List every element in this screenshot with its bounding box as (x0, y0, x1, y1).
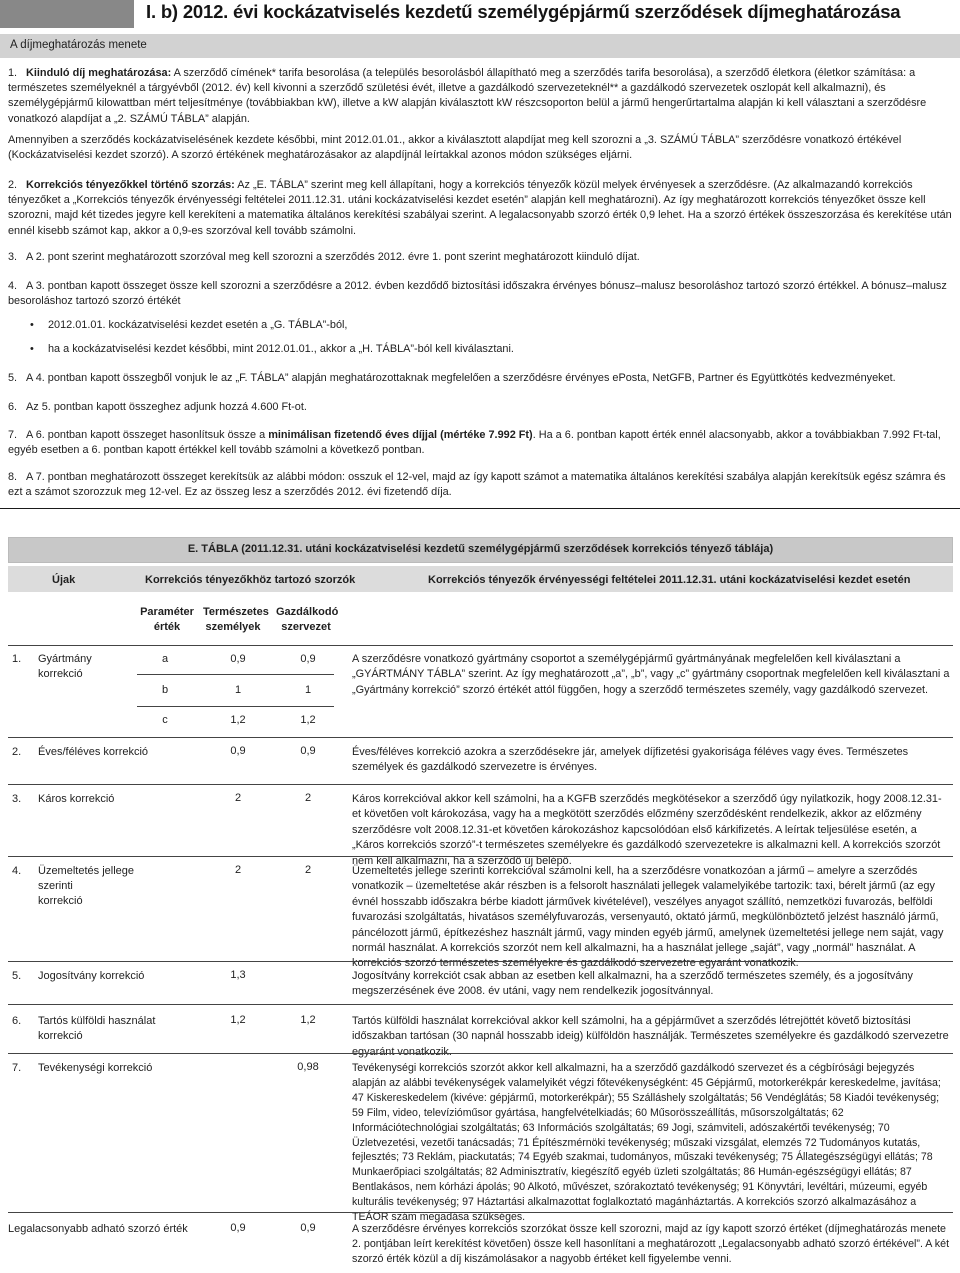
step-text: A 2. pont szerint meghatározott szorzóval meg kell szorozni a szerződés 2012. évre 1. pont szerint meghatározott kiinduló díjat. (26, 251, 640, 263)
row-divider (8, 645, 953, 646)
step-heading: Kiinduló díj meghatározása: (26, 67, 172, 79)
company-value: 0,9 (300, 1222, 316, 1234)
table-title: E. TÁBLA (2011.12.31. utáni kockázatviselési kezdetű személygépjármű szerződések korrekciós tényező táblája) (187, 543, 774, 555)
natural-value: 0,9 (230, 1222, 246, 1234)
step-5 (8, 371, 953, 386)
col-header-conditions: Korrekciós tényezők érvényességi feltételei 2011.12.31. utáni kockázatviselési kezdet esetén (428, 574, 911, 586)
step-3 (8, 250, 953, 265)
header-accent-block (0, 0, 134, 28)
row-description: Üzemeltetés jellege szerinti korrekcióval számolni kell, ha a szerződésre vonatkozóan a jármű – amelyre a szerződés vonatkozik – üzemeltetése akár részben is a felsorolt használati jellegek valamelyikébe tartozik: taxi, bérelt jármű (az egy évnél hosszabb időszakra bérbe kiadott járművek kivételével), veszélyes anyagot szállító, nemzetközi fuvarozás, belföldi fuvarozási szolgáltatás, hivatásos személyfuvarozás, versenyautó, oktató jármű, megkülönböztető jelzést használó jármű, páncélozott jármű, építkezéshez használt jármű, vagy minden egyéb jármű, amelynek üzemeltetési jellege nem saját, vagy normál használat. A korrekciós szorzót nem kell alkalmazni, ha a használat jellege „saját”, vagy „normál” használat. A korrekciós szorzó természetes személyekre és gazdálkodó szervezetre egyaránt vonatkozik. (352, 865, 944, 970)
natural-value: 1,2 (230, 714, 246, 726)
row-divider (8, 784, 953, 785)
row-description: Jogosítvány korrekciót csak abban az esetben kell alkalmazni, ha a szerződő természetes személy, és a jogosítvány megszerzésének éve 2008. év utáni, vagy nem rendelkezik jogosítvánnyal. (352, 970, 913, 998)
step-heading: Korrekciós tényezőkkel történő szorzás: (26, 179, 235, 191)
step-number: 6. (8, 401, 18, 413)
step-4 (8, 279, 953, 309)
sub-row-divider (137, 706, 334, 707)
step-number: 8. (8, 471, 18, 483)
company-value: 2 (304, 792, 312, 804)
natural-value: 2 (234, 864, 242, 876)
row-label: Tartós külföldi használat korrekció (38, 1015, 156, 1042)
bullet-icon: • (30, 343, 34, 355)
row-description: A szerződésre érvényes korrekciós szorzókat össze kell szorozni, majd az így kapott szorzó értéket (díjmeghatározás menete 2. pontjában leírt kerekítést követően) össze kell hasonlítani a meghatározott „Legalacsonyabb adható szorzó értékével”. A két szorzó érték közül a díj kiszámolásakor a nagyobb értéket kell figyelembe venni. (352, 1223, 950, 1265)
table-row: 7. (12, 1062, 22, 1074)
sub-row-divider (137, 674, 334, 675)
step-text: Az 5. pontban kapott összeghez adjunk hozzá 4.600 Ft-ot. (26, 401, 307, 413)
step-6 (8, 400, 953, 415)
company-value: 0,9 (300, 653, 316, 665)
section-divider (0, 508, 960, 509)
natural-value: 1 (234, 684, 242, 696)
bullet-icon: • (30, 319, 34, 331)
row-label: Éves/féléves korrekció (38, 746, 149, 758)
step-number: 4. (8, 280, 18, 292)
step-number: 7. (8, 429, 18, 441)
table-row: 1. (12, 653, 22, 665)
table-row: 5. (12, 970, 22, 982)
company-value: 0,9 (300, 745, 316, 757)
row-label: Gyártmány korrekció (38, 653, 92, 680)
row-label: Üzemeltetés jellege szerinti korrekció (38, 865, 134, 907)
step-number: 2. (8, 179, 18, 191)
table-row: 2. (12, 746, 22, 758)
step-text: A 7. pontban meghatározott összeget kerekítsük az alábbi módon: osszuk el 12-vel, majd az így kapott számot a matematika általános kerekítési szabálya alapján kerekítsük egész számra és ezt a számot szorozzuk meg 12-vel. Ez az összeg lesz a szerződés 2012. évi fizetendő díja. (8, 471, 946, 499)
row-description: Káros korrekcióval akkor kell számolni, ha a KGFB szerződés megkötésekor a szerződő úgy nyilatkozik, hogy 2008.12.31-et követően volt károkozása, vagy ha a megkötött szerződés előzmény szerződésként rendelkezik, akkor az előzmény szerződésre volt 2008.12.31-et követően károkozáshoz kapcsolódóan első kárkifizetés. A leírtak teljesülése esetén, a „Káros korrekciós szorzó”-t természetes személyekre és gazdálkodó szervezetekre is alkalmazni kell. A korrekciós szorzót nem kell alkalmazni, ha a szerződő új belépő. (352, 793, 942, 867)
row-description: Éves/féléves korrekció azokra a szerződésekre jár, amelyek díjfizetési gyakorisága féléves vagy éves. Természetes személyek és gazdálkodó szervezetre is érvényes. (352, 746, 909, 774)
page-title: I. b) 2012. évi kockázatviselés kezdetű személygépjármű szerződések díjmeghatározása (146, 1, 901, 22)
step-text: A szerződő címének* tarifa besorolása (a település besorolásból állapítható meg a szerződés tarifa besorolása), a szerződő életkora (életkor számítása: a természetes személyeknél a tárgyévből (2012. év) kell kivonni a szerződő születési évét, illetve a gazdálkodó szervezeteknél** a gazdálkodó szervezetek oszlopát kell alkalmazni), és személygépjármű kilowattban mért teljesítménye (továbbiakban kW), illetve a kW alapján kiválasztott kW részcsoporton belül a jármű hengerűrtartalma alapján ki kell választani a szerződésre vonatkozó alapdíjat a „2. SZÁMÚ TÁBLA” alapján. (8, 67, 927, 125)
step-8 (8, 470, 953, 500)
step-number: 5. (8, 372, 18, 384)
param-value: b (161, 684, 169, 696)
row-divider (8, 961, 953, 962)
table-row: 6. (12, 1015, 22, 1027)
step-text: A 4. pontban kapott összegből vonjuk le az „F. TÁBLA” alapján meghatározottaknak megfelelően a szerződésre érvényes ePosta, NetGFB, Partner és Együttkötés kedvezményeket. (26, 372, 896, 384)
row-label: Tevékenységi korrekció (38, 1062, 153, 1074)
natural-value: 2 (234, 792, 242, 804)
row-description: A szerződésre vonatkozó gyártmány csoportot a személygépjármű gyártmányának megfelelően kell kiválasztani a „GYÁRTMÁNY TÁBLA” szerint. Az így meghatározott „a”, „b”, vagy „c” gyártmány csoportnak megfelelően kell kiválasztani a „Gyártmány korrekció” szorzó értékét attól függően, hogy a szerződő természetes személy, vagy gazdálkodó szervezet. (352, 653, 950, 696)
row-divider (8, 1004, 953, 1005)
table-row: 4. (12, 865, 22, 877)
param-value: c (162, 714, 168, 726)
step-number: 1. (8, 67, 18, 79)
col-header-new: Újak (52, 574, 76, 586)
row-divider (8, 1212, 953, 1213)
row-label-minimum: Legalacsonyabb adható szorzó érték (8, 1223, 188, 1235)
col-header-company: Gazdálkodó szervezet (276, 606, 339, 633)
company-value: 0,98 (297, 1061, 319, 1073)
natural-value: 0,9 (230, 653, 246, 665)
col-header-param: Paraméter érték (140, 606, 194, 633)
company-value: 1,2 (300, 1014, 316, 1026)
row-label: Jogosítvány korrekció (38, 970, 145, 982)
subheader-label: A díjmeghatározás menete (10, 39, 147, 51)
company-value: 1,2 (300, 714, 316, 726)
row-label: Káros korrekció (38, 793, 115, 805)
row-divider (8, 856, 953, 857)
step-text: A 3. pontban kapott összeget össze kell szorozni a szerződésre a 2012. évben kezdődő biztosítási időszakra érvényes bónusz–malusz besoroláshoz tartozó szorzó értékkel. A bónusz–malusz besoroláshoz tartozó szorzó értékét (8, 280, 947, 308)
row-description: Tartós külföldi használat korrekcióval akkor kell számolni, ha a gépjárművet a szerződés létrejöttét követő biztosítási időszakban tartósan (30 napnál hosszabb ideig) külföldön használják. Természetes személyekre és gazdálkodó szervezetre egyaránt vonatkozik. (352, 1015, 949, 1058)
step-text: Amennyiben a szerződés kockázatviselésének kezdete későbbi, mint 2012.01.01., akkor a kiválasztott alapdíjat meg kell szorozni a „3. SZÁMÚ TÁBLA” szerződésre vonatkozó értékével (Kockázatviselési kezdet szorzó). A szorzó értékének meghatározásakor az alapdíjnál leírtakkal azonos módon szükséges eljárni. (8, 134, 902, 162)
step-1 (8, 66, 953, 127)
step-1-continuation (8, 133, 953, 163)
row-divider (8, 1053, 953, 1054)
step-7: 7. A 6. pontban kapott összeget hasonlítsuk össze a minimálisan fizetendő éves díjjal (mértéke 7.992 Ft). Ha a 6. pontban kapott érték ennél alacsonyabb, akkor a továbbiakban 7.992 Ft-tal, egyéb esetben a 6. pontban kapott értékkel kell tovább számolni a következő pontban. (8, 429, 941, 457)
natural-value: 0,9 (230, 745, 246, 757)
minimum-fee: minimálisan fizetendő éves díjjal (mértéke 7.992 Ft) (268, 429, 533, 441)
natural-value: 1,2 (230, 1014, 246, 1026)
step-number: 3. (8, 251, 18, 263)
company-value: 2 (304, 864, 312, 876)
table-row: 3. (12, 793, 22, 805)
row-description: Tevékenységi korrekciós szorzót akkor kell alkalmazni, ha a szerződő gazdálkodó szervezet és a cégbírósági bejegyzés alapján az alábbi tevékenységek valamelyikét végzi főtevékenységként: 45 Gépjármű, motorkerékpár kereskedelme, javítása; 47 Kiskereskedelem (kivéve: gépjármű, motorkerékpár); 55 Szálláshely szolgáltatás; 56 Vendéglátás; 58 Kiadói tevékenység; 59 Film, video, televízióműsor gyártása, hangfelvételkiadás; 60 Műsorösszeállítás, műsorszolgáltatás; 62 Információtechnológiai szolgáltatás; 63 Információs szolgáltatás; 69 Jogi, számviteli, adószakértői tevékenység; 70 Üzletvezetési, vezetői tanácsadás; 71 Építészmérnöki tevékenység; műszaki vizsgálat, elemzés 72 Tudományos kutatás, fejlesztés; 73 Reklám, piackutatás; 74 Egyéb szakmai, tudományos, műszaki tevékenység; 75 Állategészségügyi ellátás; 78 Munkaerőpiaci szolgáltatás; 82 Adminisztratív, kiegészítő egyéb üzleti szolgáltatás; 86 Humán-egészségügyi ellátás; 87 Bentlakásos, nem kórházi ápolás; 90 Alkotó, művészet, szórakoztató tevékenység; 91 Könyvtári, levéltári, múzeumi, egyéb kulturális tevékenység; 97 Háztartási alkalmazottat foglalkoztató magánháztartás. A korrekciós szorzó alkalmazásához a TEÁOR szám megadása szükséges. (352, 1062, 941, 1224)
step-2 (8, 178, 953, 239)
bullet-item: • ha a kockázatviselési kezdet későbbi, mint 2012.01.01., akkor a „H. TÁBLA”-ból kell kiválasztani. (30, 343, 514, 355)
company-value: 1 (304, 684, 312, 696)
col-header-natural: Természetes személyek (203, 606, 269, 633)
param-value: a (161, 653, 169, 665)
col-header-multipliers: Korrekciós tényezőkhöz tartozó szorzók (145, 574, 356, 586)
bullet-item: • 2012.01.01. kockázatviselési kezdet esetén a „G. TÁBLA”-ból, (30, 319, 348, 331)
step-text: Az „E. TÁBLA” szerint meg kell állapítani, hogy a korrekciós tényezők közül melyek érvényesek a szerződésre. (Az alkalmazandó korrekciós tényezőket a „Korrekciós tényezők érvényességi feltételei 2011.12.31. utáni kockázatviselési kezdet esetén” alapján kell meghatározni). Az így meghatározott korrekciós tényezőket össze kell szorozni, majd két tizedes jegyre kell kerekíteni a matematika általános kerekítési szabályai szerint. A legalacsonyabb szorzó érték 0,9 lehet. Ha a szorzó értékek összeszorzása és kerekítése után ennél kisebb számot kap, akkor a 0,9-es szorzóval kell tovább számolni. (8, 179, 952, 237)
natural-value: 1,3 (230, 969, 246, 981)
row-divider (8, 737, 953, 738)
